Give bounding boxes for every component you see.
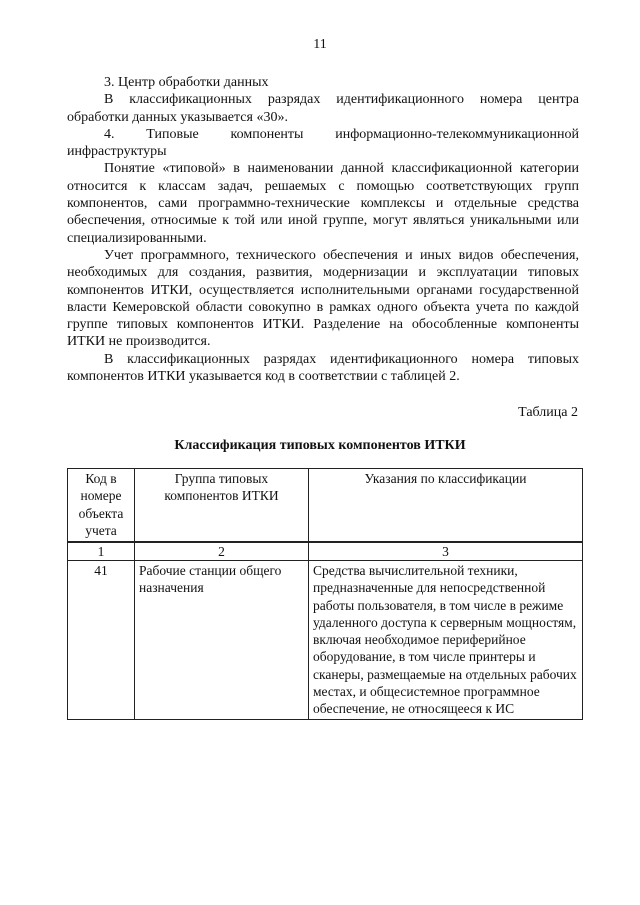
table-title: Классификация типовых компонентов ИТКИ xyxy=(174,438,466,453)
paragraph-typical-concept: Понятие «типовой» в наименовании данной классификационной категории относится к классам задач, решаемых с помощью соответствующих групп компонентов, сами программно-технические комплексы и отдельные средства обеспечения, относимые к той или иной группе, могут являться уникальными или специализированными. xyxy=(67,161,579,246)
cell-instructions: Средства вычислительной техники, предназначенные для непосредственной работы пользователя, в том числе в режиме удаленного доступа к серверным мощностям, включая необходимое периферийное оборудование, в том числе принтеры и сканеры, размещаемые на отдельных рабочих местах, и общесистемное программное обеспечение, не относящееся к ИС xyxy=(309,561,583,720)
column-number: 2 xyxy=(135,542,309,561)
section-4-heading: 4. Типовые компоненты информационно-телекоммуникационной инфраструктуры xyxy=(67,126,579,160)
column-number-row xyxy=(68,542,583,561)
header-code: Код в номере объекта учета xyxy=(68,469,135,543)
page-number: 11 xyxy=(313,37,327,52)
column-number: 1 xyxy=(68,542,135,561)
table-caption: Таблица 2 xyxy=(518,405,578,420)
cell-code: 41 xyxy=(68,561,135,720)
column-number: 3 xyxy=(309,542,583,561)
table-header-row xyxy=(68,469,583,543)
table-row xyxy=(68,561,583,720)
paragraph-code-reference: В классификационных разрядах идентификационного номера типовых компонентов ИТКИ указывается код в соответствии с таблицей 2. xyxy=(67,351,579,385)
cell-group: Рабочие станции общего назначения xyxy=(135,561,309,720)
section-3-text: В классификационных разрядах идентификационного номера центра обработки данных указывается «30». xyxy=(67,92,579,125)
body-text xyxy=(67,74,579,385)
classification-table xyxy=(67,468,583,720)
header-group: Группа типовых компонентов ИТКИ xyxy=(135,469,309,543)
section-3-heading: 3. Центр обработки данных xyxy=(104,75,269,90)
header-instructions: Указания по классификации xyxy=(309,469,583,543)
paragraph-accounting: Учет программного, технического обеспечения и иных видов обеспечения, необходимых для создания, развития, модернизации и эксплуатации типовых компонентов ИТКИ, осуществляется исполнительными органами государственной власти Кемеровской области совокупно в рамках одного объекта учета по каждой группе типовых компонентов ИТКИ. Разделение на обособленные компоненты ИТКИ не производится. xyxy=(67,247,579,350)
